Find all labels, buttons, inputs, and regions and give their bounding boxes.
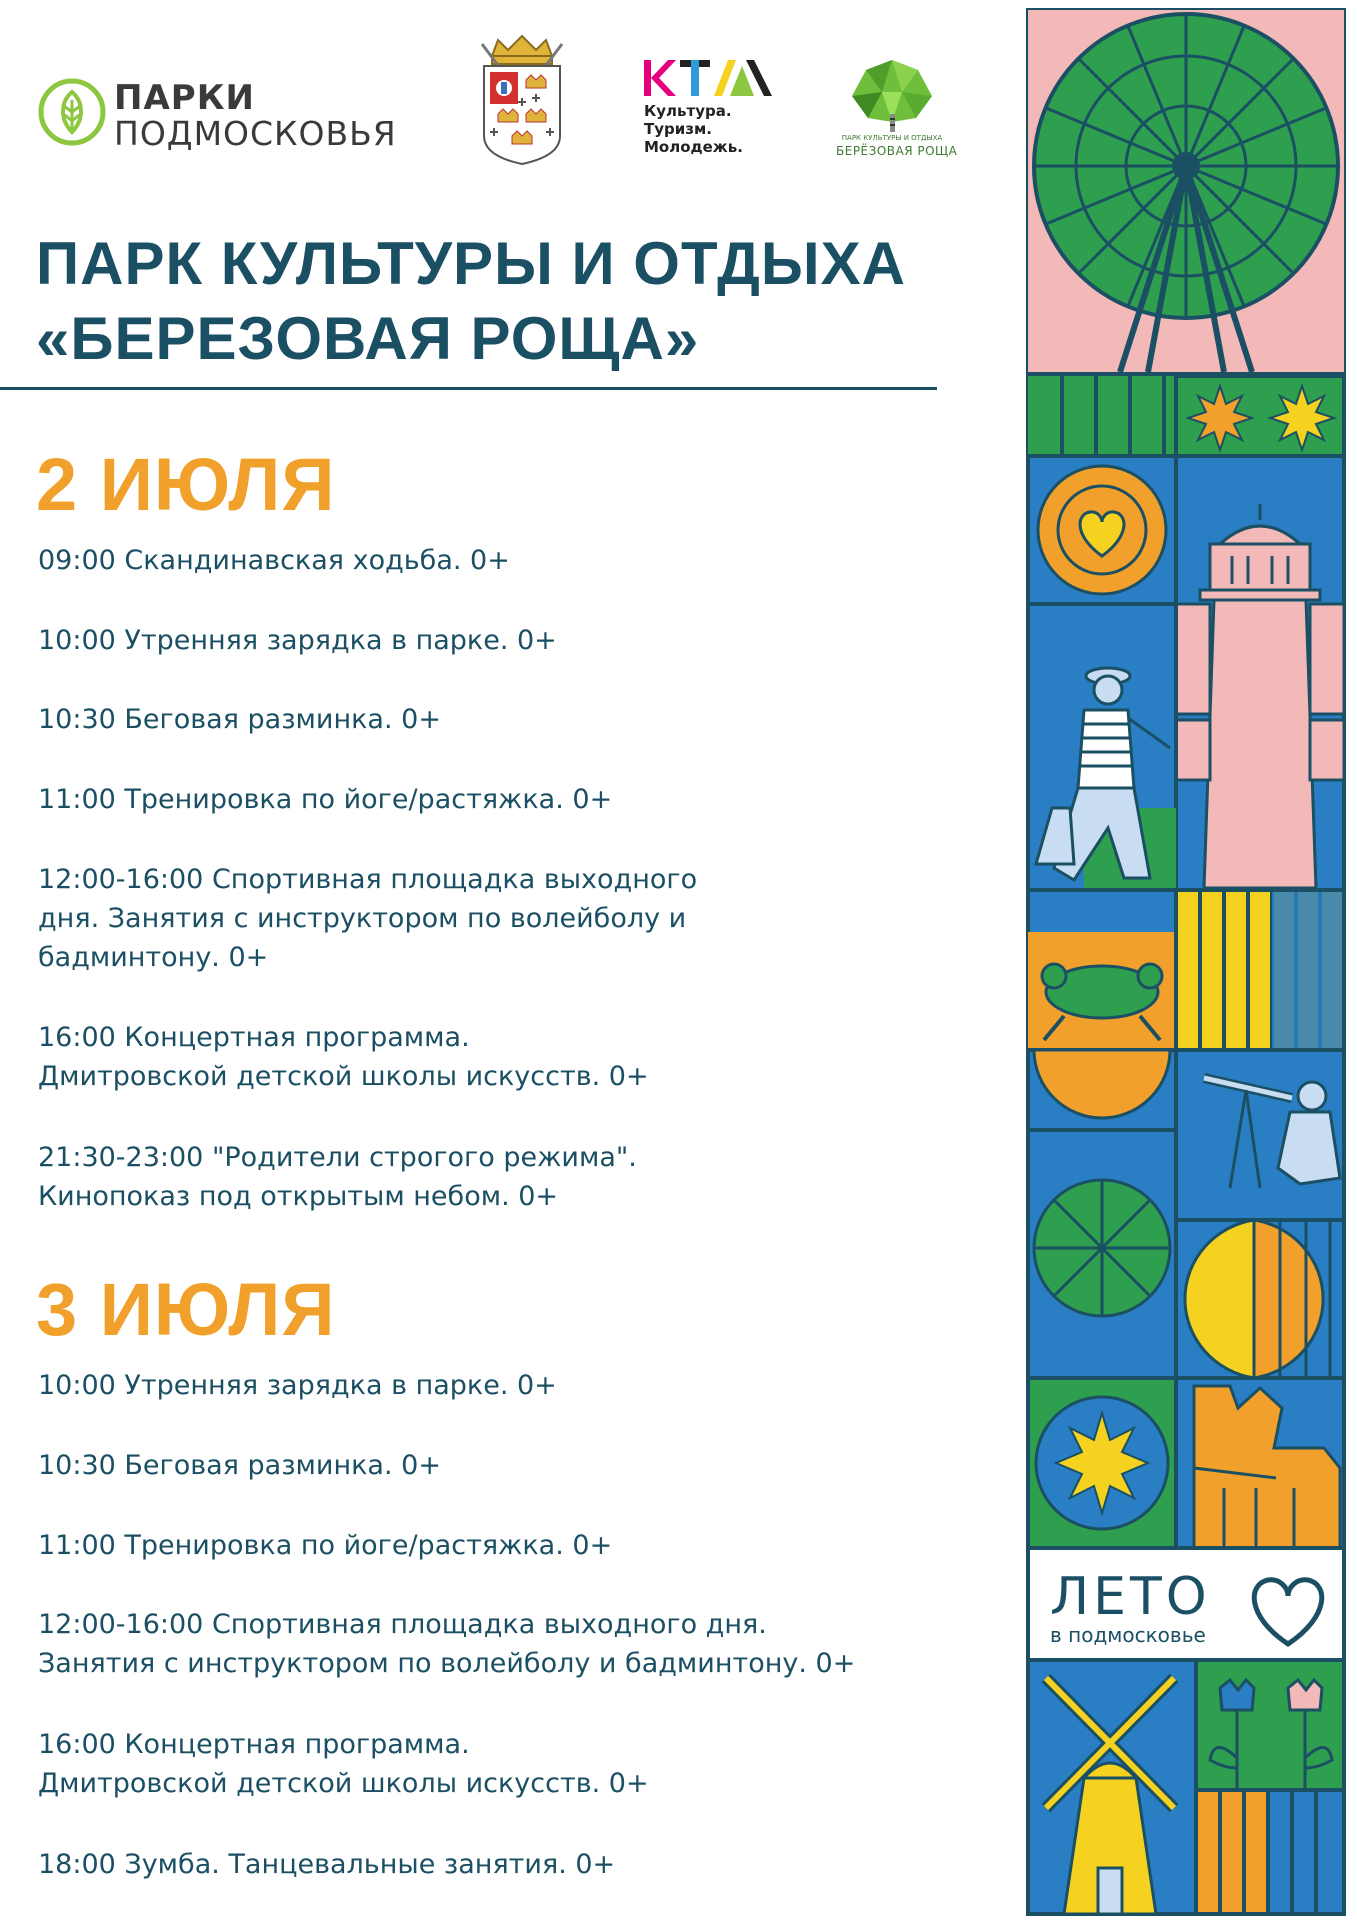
event-item: [38, 700, 441, 739]
event-line: 12:00-16:00 Спортивная площадка выходного: [38, 864, 698, 895]
event-line: Занятия с инструктором по волейболу и бадминтону. 0+: [38, 1648, 856, 1679]
event-item: [38, 1138, 637, 1216]
event-item: [38, 1446, 441, 1485]
ktm-line1: Культура.: [644, 102, 732, 120]
event-line: дня. Занятия с инструктором по волейболу и: [38, 903, 687, 934]
event-item: [38, 780, 612, 819]
event-item: [38, 541, 510, 580]
coat-of-arms-icon: [478, 32, 566, 168]
ferris-wheel-icon: [1028, 10, 1344, 372]
event-item: [38, 621, 557, 660]
event-line: 12:00-16:00 Спортивная площадка выходного дня.: [38, 1609, 767, 1640]
event-line: 11:00 Тренировка по йоге/растяжка. 0+: [38, 784, 613, 815]
parks-logo-line2: ПОДМОСКОВЬЯ: [114, 114, 397, 153]
event-line: 16:00 Концертная программа.: [38, 1022, 470, 1053]
birch-tree-icon: [836, 58, 948, 134]
day-heading: 3 ИЮЛЯ: [36, 1268, 336, 1351]
event-line: 11:00 Тренировка по йоге/растяжка. 0+: [38, 1530, 613, 1561]
page-title-line1: ПАРК КУЛЬТУРЫ И ОТДЫХА: [36, 230, 906, 297]
event-line: 10:00 Утренняя зарядка в парке. 0+: [38, 1370, 557, 1401]
event-item: [38, 1366, 557, 1405]
event-line: 16:00 Концертная программа.: [38, 1729, 470, 1760]
event-line: 18:00 Зумба. Танцевальные занятия. 0+: [38, 1849, 616, 1880]
event-line: бадминтону. 0+: [38, 942, 269, 973]
culture-tourism-youth-logo: [642, 56, 782, 166]
event-line: 21:30-23:00 "Родители строгого режима".: [38, 1142, 637, 1173]
ktm-mark-icon: [642, 56, 782, 100]
leaf-ring-icon: [36, 76, 108, 148]
event-item: [38, 1018, 649, 1096]
summer-art-panel: [1024, 8, 1348, 1918]
star-icon: [1188, 386, 1252, 450]
event-line: Дмитровской детской школы искусств. 0+: [38, 1061, 649, 1092]
event-line: 10:00 Утренняя зарядка в парке. 0+: [38, 625, 557, 656]
event-item: [38, 1605, 855, 1683]
event-line: 10:30 Беговая разминка. 0+: [38, 1450, 441, 1481]
event-item: [38, 1526, 612, 1565]
star-icon: [1056, 1413, 1148, 1513]
event-line: Кинопоказ под открытым небом. 0+: [38, 1181, 559, 1212]
birch-logo-line2: БЕРЁЗОВАЯ РОЩА: [836, 144, 958, 158]
page-title: [36, 226, 906, 376]
brand-leto-text: ЛЕТО: [1050, 1567, 1211, 1627]
day-heading: 2 ИЮЛЯ: [36, 443, 336, 526]
parks-podmoskovya-logo: [36, 76, 426, 156]
birch-grove-logo: [836, 58, 958, 158]
event-item: [38, 1845, 615, 1884]
birch-logo-line1: ПАРК КУЛЬТУРЫ И ОТДЫХА: [841, 134, 943, 142]
event-line: 09:00 Скандинавская ходьба. 0+: [38, 545, 510, 576]
ktm-line3: Молодежь.: [644, 138, 743, 156]
parks-logo-line1: ПАРКИ: [114, 78, 255, 118]
event-line: 10:30 Беговая разминка. 0+: [38, 704, 441, 735]
event-item: [38, 1725, 649, 1803]
event-item: [38, 860, 697, 977]
ktm-line2: Туризм.: [644, 120, 712, 138]
title-divider: [0, 387, 937, 390]
page-title-line2: «БЕРЕЗОВАЯ РОЩА»: [36, 305, 700, 372]
event-line: Дмитровской детской школы искусств. 0+: [38, 1768, 649, 1799]
star-icon: [1270, 386, 1334, 450]
brand-region-text: в подмосковье: [1050, 1623, 1206, 1647]
